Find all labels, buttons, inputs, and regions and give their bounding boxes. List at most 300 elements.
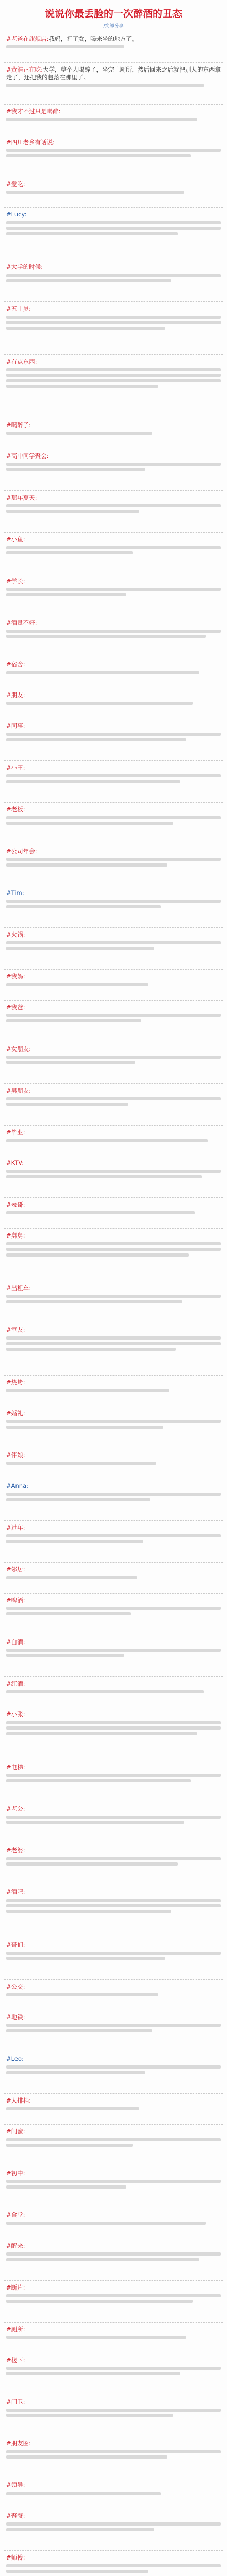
post-text [6, 2013, 221, 2049]
post-text [6, 263, 221, 299]
post-author: #表哥: [6, 1201, 25, 1209]
post-entry [4, 2094, 223, 2125]
post-author: #小王: [6, 764, 25, 772]
text-line-placeholder [6, 1253, 189, 1257]
post-author: #酒量不好: [6, 619, 37, 626]
post-author: #小张: [6, 1710, 25, 1718]
text-line-placeholder [6, 2300, 193, 2303]
post-text [6, 1710, 221, 1757]
post-author: #宿舍: [6, 660, 25, 668]
text-line-placeholder [6, 510, 139, 513]
post-entry [4, 2551, 223, 2576]
post-entry [4, 2509, 223, 2551]
post-entry [4, 1760, 223, 1802]
post-entry [4, 2239, 223, 2281]
text-line-placeholder [6, 2336, 186, 2339]
text-line-placeholder [6, 1061, 135, 1064]
text-line-placeholder [6, 1779, 191, 1782]
post-author: #KTV: [6, 1159, 24, 1167]
text-line-placeholder [6, 546, 221, 549]
text-line-placeholder [6, 900, 221, 903]
text-line-placeholder [6, 1821, 184, 1824]
post-entry [4, 1843, 223, 1885]
post-author: #过年: [6, 1523, 25, 1531]
text-line-placeholder [6, 274, 221, 277]
text-line-placeholder [6, 2455, 167, 2459]
post-entry [4, 260, 223, 302]
text-line-placeholder [6, 2450, 221, 2453]
text-line-placeholder [6, 1690, 204, 1693]
post-author: #公司年会: [6, 847, 37, 855]
post-author: #食堂: [6, 2211, 25, 2218]
post-text [6, 66, 221, 102]
text-line-placeholder [6, 1420, 221, 1423]
post-text [6, 2512, 221, 2548]
post-entry [4, 2166, 223, 2208]
post-text [6, 2284, 221, 2320]
post-text [6, 2554, 221, 2576]
text-line-placeholder [6, 1498, 150, 1501]
text-line-placeholder [6, 1816, 221, 1819]
post-entry [4, 2353, 223, 2395]
post-author: #毕业: [6, 1128, 25, 1136]
text-line-placeholder [6, 671, 199, 674]
post-text [6, 2242, 221, 2278]
text-line-placeholder [6, 468, 145, 471]
post-text [6, 1087, 221, 1123]
post-text [6, 2128, 221, 2164]
post-entry [4, 491, 223, 533]
text-line-placeholder [6, 702, 193, 705]
post-text [6, 536, 221, 572]
text-line-placeholder [6, 2570, 148, 2573]
post-text [6, 973, 221, 998]
post-entry [4, 1707, 223, 1760]
post-text [6, 1129, 221, 1154]
text-line-placeholder [6, 2065, 221, 2069]
text-line-placeholder [6, 232, 178, 235]
post-entry [4, 1885, 223, 1938]
post-entry [4, 1229, 223, 1281]
post-text [6, 421, 221, 447]
post-author: #女朋友: [6, 1045, 31, 1053]
text-line-placeholder [6, 1774, 221, 1777]
post-text [6, 2326, 221, 2351]
post-text [6, 1045, 221, 1081]
post-text [6, 494, 221, 530]
text-line-placeholder [6, 1904, 221, 1907]
post-entry [4, 2010, 223, 2052]
text-line-placeholder [6, 2372, 180, 2375]
post-entry [4, 688, 223, 719]
post-entry [4, 844, 223, 886]
text-line-placeholder [6, 1862, 178, 1866]
post-entry [4, 2478, 223, 2509]
post-entry [4, 302, 223, 354]
post-entry [4, 2281, 223, 2323]
text-line-placeholder [6, 2522, 221, 2526]
post-author: #领导: [6, 2481, 25, 2489]
post-author: #啤酒: [6, 1596, 25, 1604]
text-line-placeholder [6, 385, 158, 388]
post-text [6, 2398, 221, 2434]
post-author: #门卫: [6, 2398, 25, 2405]
text-line-placeholder [6, 2367, 221, 2370]
post-body: 我妈，打了女，喝来坐的地方了。 [48, 35, 138, 42]
text-line-placeholder [6, 2138, 221, 2141]
text-line-placeholder [6, 1389, 169, 1392]
post-entry [4, 1594, 223, 1635]
text-line-placeholder [6, 221, 221, 224]
post-author: #断片: [6, 2283, 25, 2291]
text-line-placeholder [6, 45, 124, 48]
post-text [6, 139, 221, 175]
post-author: #老板: [6, 806, 25, 814]
text-line-placeholder [6, 118, 197, 121]
post-author: #喝醉了: [6, 421, 31, 429]
text-line-placeholder [6, 1426, 163, 1429]
post-text [6, 806, 221, 842]
post-author: #朋友: [6, 691, 25, 699]
post-text [6, 1410, 221, 1446]
text-line-placeholder [6, 1857, 221, 1860]
text-line-placeholder [6, 983, 148, 986]
post-text [6, 578, 221, 614]
text-line-placeholder [6, 2107, 139, 2110]
post-author: #我妈: [6, 972, 25, 980]
post-text [6, 2481, 221, 2506]
post-entry [4, 355, 223, 418]
post-author: #舅舅: [6, 1232, 25, 1240]
post-entry [4, 2052, 223, 2094]
post-author: #那年夏天: [6, 494, 37, 501]
post-author: #聚餐: [6, 2512, 25, 2520]
text-line-placeholder [6, 822, 173, 825]
text-line-placeholder [6, 368, 221, 371]
text-line-placeholder [6, 1899, 221, 1902]
text-line-placeholder [6, 551, 133, 554]
post-entry [4, 63, 223, 105]
post-entry [4, 533, 223, 574]
post-entry [4, 1126, 223, 1157]
post-entry [4, 1406, 223, 1448]
post-author: #Leo: [6, 2055, 24, 2063]
post-entry [4, 1084, 223, 1126]
post-entry [4, 208, 223, 260]
post-entry [4, 1042, 223, 1084]
byline-source: /笑熊分享 [103, 24, 124, 29]
post-entry [4, 761, 223, 803]
post-author: #朋友圈: [6, 2439, 31, 2447]
text-line-placeholder [6, 1721, 221, 1724]
post-author: #黄浩正在吃: [6, 65, 43, 73]
text-line-placeholder [6, 154, 191, 157]
post-author: #室友: [6, 1326, 25, 1334]
text-line-placeholder [6, 1732, 197, 1735]
post-author: #火锅: [6, 930, 25, 938]
post-text [6, 1524, 221, 1560]
post-author: #酒吧: [6, 1888, 25, 1896]
post-entry [4, 449, 223, 491]
post-entry [4, 1323, 223, 1376]
text-line-placeholder [6, 1056, 221, 1059]
post-author: #四川老乡有话说: [6, 138, 55, 146]
post-entry [4, 2436, 223, 2478]
post-author: #电梯: [6, 1763, 25, 1771]
post-author: #爱吃: [6, 180, 25, 188]
text-line-placeholder [6, 1348, 176, 1351]
post-entry [4, 1563, 223, 1594]
text-line-placeholder [6, 2144, 133, 2147]
post-author: #我才不过只是喝醉: [6, 107, 61, 115]
post-author: #出租车: [6, 1284, 31, 1292]
post-text [6, 358, 221, 416]
text-line-placeholder [6, 2492, 161, 2495]
post-author: #学长: [6, 577, 25, 585]
text-line-placeholder [6, 2180, 221, 2183]
post-entry [4, 1938, 223, 1980]
post-entry [4, 1635, 223, 1677]
text-line-placeholder [6, 2024, 221, 2027]
post-author: #哥们: [6, 1941, 25, 1948]
text-line-placeholder [6, 1462, 156, 1465]
post-author: #初中: [6, 2170, 25, 2177]
post-text [6, 619, 221, 655]
post-text [6, 931, 221, 967]
text-line-placeholder [6, 327, 165, 330]
post-entry [4, 1281, 223, 1323]
post-author: #小鱼: [6, 535, 25, 543]
text-line-placeholder [6, 2294, 221, 2297]
post-author: #厕所: [6, 2325, 25, 2333]
text-line-placeholder [6, 1576, 137, 1579]
text-line-placeholder [6, 1175, 202, 1178]
post-text [6, 1638, 221, 1674]
post-author: #Anna: [6, 1482, 29, 1489]
post-text [6, 1764, 221, 1800]
post-text [6, 1379, 221, 1404]
post-text [6, 1482, 221, 1518]
text-line-placeholder [6, 941, 221, 944]
post-text [6, 2170, 221, 2206]
text-line-placeholder [6, 2528, 154, 2531]
post-author: #邻居: [6, 1565, 25, 1573]
text-line-placeholder [6, 321, 221, 324]
text-line-placeholder [6, 1910, 171, 1913]
post-text [6, 660, 221, 686]
text-line-placeholder [6, 774, 221, 777]
post-author: #高中同学聚会: [6, 452, 49, 460]
post-author: #公交: [6, 1982, 25, 1990]
post-text [6, 35, 221, 60]
post-text [6, 211, 221, 258]
text-line-placeholder [6, 1654, 124, 1657]
post-author: #老爸在旗舰店: [6, 35, 49, 42]
text-line-placeholder [6, 1957, 165, 1960]
text-line-placeholder [6, 463, 221, 466]
text-line-placeholder [6, 858, 221, 861]
text-line-placeholder [6, 1726, 221, 1730]
post-author: #伴娘: [6, 1451, 25, 1459]
post-text [6, 1597, 221, 1633]
text-line-placeholder [6, 149, 221, 152]
post-text [6, 1159, 221, 1195]
post-text [6, 889, 221, 925]
post-text [6, 1284, 221, 1320]
post-author: #烧烤: [6, 1379, 25, 1386]
post-entry [4, 803, 223, 844]
text-line-placeholder [6, 1612, 131, 1615]
post-text [6, 848, 221, 884]
post-author: #Lucy: [6, 211, 27, 218]
text-line-placeholder [6, 2258, 199, 2261]
post-author: #醒来: [6, 2242, 25, 2249]
post-text [6, 2097, 221, 2122]
post-entry [4, 574, 223, 616]
text-line-placeholder [6, 1242, 221, 1245]
text-line-placeholder [6, 1295, 221, 1298]
post-text [6, 1983, 221, 2008]
text-line-placeholder [6, 1139, 208, 1142]
post-author: #男朋友: [6, 1087, 31, 1094]
post-entry [4, 970, 223, 1001]
post-text [6, 2439, 221, 2476]
text-line-placeholder [6, 379, 221, 382]
post-text [6, 1232, 221, 1279]
post-text [6, 2357, 221, 2393]
text-line-placeholder [6, 279, 171, 282]
post-body: 大学，整个人喝醉了，坐完上厕所，然后回来之后就把别人的东西拿走了，还把我的包落在那里了。 [6, 65, 221, 81]
page-byline [0, 23, 227, 30]
post-entry [4, 2323, 223, 2353]
text-line-placeholder [6, 2564, 221, 2567]
post-entry [4, 2395, 223, 2437]
text-line-placeholder [6, 432, 152, 435]
post-author: #我爸: [6, 1003, 25, 1011]
text-line-placeholder [6, 504, 221, 507]
text-line-placeholder [6, 816, 221, 819]
post-entry [4, 657, 223, 688]
post-entry [4, 1521, 223, 1563]
post-author: #同事: [6, 722, 25, 730]
text-line-placeholder [6, 1540, 143, 1543]
text-line-placeholder [6, 2071, 145, 2074]
post-entry [4, 105, 223, 135]
post-text [6, 305, 221, 352]
text-line-placeholder [6, 1019, 141, 1022]
post-text [6, 1888, 221, 1935]
post-entry [4, 1677, 223, 1708]
text-line-placeholder [6, 1342, 221, 1345]
text-line-placeholder [6, 374, 221, 377]
text-line-placeholder [6, 316, 221, 319]
text-line-placeholder [6, 1534, 221, 1537]
text-line-placeholder [6, 1211, 195, 1214]
text-line-placeholder [6, 1993, 158, 1996]
post-author: #五十岁: [6, 305, 31, 313]
post-author: #师傅: [6, 2554, 25, 2562]
post-entry [4, 177, 223, 208]
post-entry [4, 2208, 223, 2239]
post-text [6, 1326, 221, 1373]
text-line-placeholder [6, 1248, 221, 1251]
post-list [4, 32, 223, 2576]
post-entry [4, 418, 223, 449]
post-entry [4, 2125, 223, 2166]
text-line-placeholder [6, 2185, 126, 2189]
text-line-placeholder [6, 1097, 221, 1100]
post-entry [4, 928, 223, 970]
post-text [6, 1004, 221, 1040]
text-line-placeholder [6, 1607, 221, 1610]
text-line-placeholder [6, 733, 221, 736]
post-text [6, 764, 221, 800]
post-entry [4, 1448, 223, 1479]
post-entry [4, 1479, 223, 1521]
page-title: 说说你最丢脸的一次醉酒的丑态 [44, 8, 182, 20]
post-author: #老婆: [6, 1846, 25, 1854]
post-entry [4, 1001, 223, 1042]
post-author: #大排档: [6, 2097, 31, 2105]
post-entry [4, 1802, 223, 1844]
text-line-placeholder [6, 588, 221, 591]
text-line-placeholder [6, 1014, 221, 1017]
post-author: #婚礼: [6, 1410, 25, 1417]
post-text [6, 180, 221, 206]
text-line-placeholder [6, 905, 161, 908]
post-entry [4, 616, 223, 658]
post-entry [4, 1198, 223, 1229]
post-text [6, 1566, 221, 1591]
post-entry [4, 135, 223, 177]
post-entry [4, 886, 223, 928]
text-line-placeholder [6, 1103, 128, 1106]
post-entry [4, 719, 223, 761]
text-line-placeholder [6, 2409, 221, 2412]
text-line-placeholder [6, 1493, 221, 1496]
post-entry [4, 1376, 223, 1406]
text-line-placeholder [6, 227, 221, 230]
text-line-placeholder [6, 780, 180, 783]
post-author: #地铁: [6, 2013, 25, 2021]
post-text [6, 2055, 221, 2091]
post-text [6, 452, 221, 488]
text-line-placeholder [6, 630, 221, 633]
post-text [6, 1451, 221, 1477]
text-line-placeholder [6, 1649, 221, 1652]
post-text [6, 1201, 221, 1226]
post-author: #Tim: [6, 889, 24, 896]
text-line-placeholder [6, 84, 204, 87]
post-entry [4, 32, 223, 63]
post-text [6, 108, 221, 133]
post-author: #白酒: [6, 1638, 25, 1646]
text-line-placeholder [6, 2029, 152, 2032]
text-line-placeholder [6, 593, 126, 596]
post-text [6, 1680, 221, 1705]
post-text [6, 1805, 221, 1841]
post-author: #有点东西: [6, 358, 37, 365]
text-line-placeholder [6, 1952, 221, 1955]
post-text [6, 1846, 221, 1883]
text-line-placeholder [6, 635, 206, 638]
text-line-placeholder [6, 1336, 221, 1340]
post-author: #老公: [6, 1805, 25, 1812]
text-line-placeholder [6, 1300, 182, 1303]
text-line-placeholder [6, 1170, 221, 1173]
post-text [6, 2211, 221, 2236]
text-line-placeholder [6, 2414, 173, 2417]
